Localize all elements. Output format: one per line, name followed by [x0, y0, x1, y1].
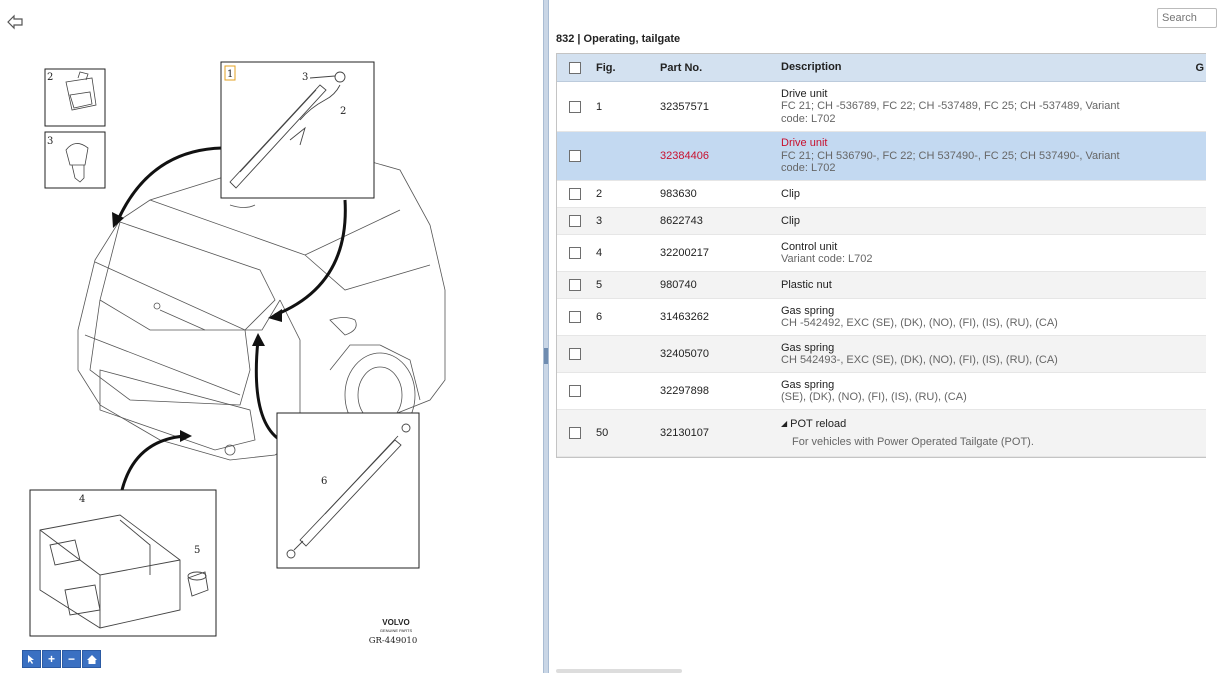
table-row[interactable] — [557, 82, 1206, 132]
zoom-in-button[interactable]: + — [42, 650, 61, 668]
row-fig: 50 — [596, 427, 609, 439]
table-header — [557, 54, 1206, 82]
row-description-detail: (SE), (DK), (NO), (FI), (IS), (RU), (CA) — [781, 391, 967, 403]
row-part-no: 32297898 — [660, 385, 709, 397]
row-checkbox[interactable] — [569, 247, 581, 259]
callout-6: 6 — [321, 476, 328, 487]
row-checkbox[interactable] — [569, 311, 581, 323]
table-row[interactable] — [557, 272, 1206, 299]
table-row[interactable] — [557, 336, 1206, 373]
row-description: Gas spring — [781, 378, 835, 391]
row-fig: 2 — [596, 188, 603, 200]
header-extra-column[interactable]: G — [1195, 61, 1204, 74]
row-part-no: 32200217 — [660, 247, 709, 259]
callout-1-2: 2 — [340, 106, 347, 117]
table-row[interactable] — [557, 410, 1206, 457]
diagram-ref: GR-449010 — [368, 636, 418, 646]
table-row[interactable] — [557, 208, 1206, 235]
parts-list-pane — [549, 0, 1204, 673]
callout-2: 2 — [47, 72, 54, 83]
row-description-detail: FC 21; CH 536790-, FC 22; CH 537490-, FC 25; CH 537490-, Variant code: L702 — [781, 149, 1120, 175]
header-description[interactable]: Description — [781, 61, 842, 74]
row-description: Clip — [781, 214, 800, 227]
callout-1: 1 — [227, 69, 234, 80]
row-fig: 1 — [596, 100, 603, 113]
row-part-no: 32357571 — [660, 100, 709, 113]
row-fig: 3 — [596, 215, 603, 227]
table-row-selected[interactable] — [557, 132, 1206, 181]
zoom-out-button[interactable]: − — [62, 650, 81, 668]
row-part-no: 8622743 — [660, 215, 703, 227]
callout-4: 4 — [79, 494, 86, 505]
row-description: Drive unit — [781, 87, 828, 100]
row-checkbox[interactable] — [569, 385, 581, 397]
pointer-icon — [26, 654, 37, 665]
row-description: Clip — [781, 187, 800, 200]
row-description: Gas spring — [781, 304, 835, 317]
table-row[interactable] — [557, 373, 1206, 410]
row-part-no: 983630 — [660, 188, 697, 200]
header-fig[interactable]: Fig. — [596, 61, 616, 74]
row-checkbox[interactable] — [569, 215, 581, 227]
group-title: 832 | Operating, tailgate — [556, 33, 681, 45]
collapse-triangle-icon[interactable]: ◢ — [781, 418, 788, 428]
row-checkbox[interactable] — [569, 279, 581, 291]
volvo-logo: VOLVO — [382, 618, 410, 627]
row-fig: 4 — [596, 247, 603, 259]
row-part-no: 32405070 — [660, 348, 709, 360]
table-row[interactable] — [557, 235, 1206, 272]
zoom-toolbar — [22, 650, 101, 668]
search-input[interactable] — [1157, 8, 1217, 28]
row-checkbox[interactable] — [569, 188, 581, 200]
row-description: Control unit — [781, 240, 838, 253]
home-icon — [86, 654, 98, 665]
home-view-button[interactable] — [82, 650, 101, 668]
row-description-detail: Variant code: L702 — [781, 253, 873, 265]
callout-5: 5 — [194, 545, 201, 556]
row-part-no: 980740 — [660, 279, 697, 291]
exploded-parts-diagram — [0, 0, 543, 673]
horizontal-scrollbar[interactable] — [556, 669, 682, 673]
table-row[interactable] — [557, 181, 1206, 208]
table-row[interactable] — [557, 299, 1206, 336]
callout-3: 3 — [47, 136, 54, 147]
illustration-pane — [0, 0, 543, 673]
row-description-detail: CH -542492, EXC (SE), (DK), (NO), (FI), (IS), (RU), (CA) — [781, 317, 1058, 329]
genuine-parts-logo: GENUINE PARTS — [379, 628, 413, 633]
select-tool-button[interactable] — [22, 650, 41, 668]
row-fig: 6 — [596, 311, 603, 323]
row-checkbox[interactable] — [569, 101, 581, 113]
row-part-no: 31463262 — [660, 311, 709, 323]
header-part-no[interactable]: Part No. — [660, 61, 703, 74]
row-description: POT reload — [790, 417, 847, 430]
row-part-no: 32130107 — [660, 427, 709, 439]
parts-table — [556, 53, 1206, 458]
row-checkbox[interactable] — [569, 427, 581, 439]
callout-1-3: 3 — [302, 72, 309, 83]
row-part-no: 32384406 — [660, 150, 709, 162]
row-description-detail: For vehicles with Power Operated Tailgate (POT). — [792, 436, 1034, 448]
row-description-detail: FC 21; CH -536789, FC 22; CH -537489, FC 25; CH -537489, Variant code: L702 — [781, 100, 1120, 125]
row-description: Plastic nut — [781, 278, 832, 291]
row-description: Drive unit — [781, 137, 828, 150]
row-checkbox[interactable] — [569, 150, 581, 162]
row-description-detail: CH 542493-, EXC (SE), (DK), (NO), (FI), (IS), (RU), (CA) — [781, 354, 1058, 366]
row-description: Gas spring — [781, 341, 835, 354]
row-checkbox[interactable] — [569, 348, 581, 360]
splitter-grip[interactable] — [544, 348, 548, 364]
select-all-checkbox[interactable] — [569, 62, 581, 74]
row-fig: 5 — [596, 279, 603, 291]
